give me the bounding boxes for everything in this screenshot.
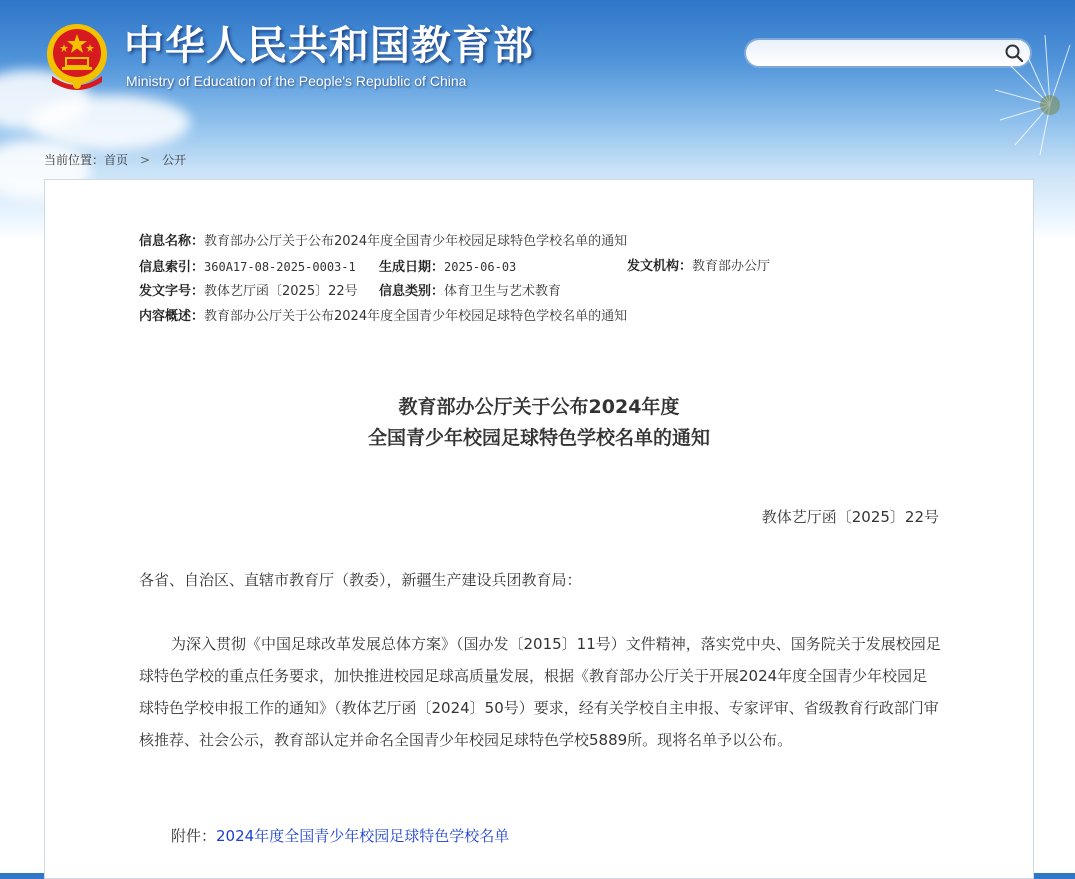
document-paragraph: 为深入贯彻《中国足球改革发展总体方案》（国办发〔2015〕11号）文件精神，落实党中央、国务院关于发展校园足球特色学校的重点任务要求，加快推进校园足球高质量发展，根据《教育部办公厅关于开展2024年度全国青少年校园足球特色学校申报工作的通知》（教体艺厅函〔2024〕50号）要求，经有关学校自主申报、专家评审、省级教育行政部门审核推荐、社会公示，教育部认定并命名全国青少年校园足球特色学校5889所。现将名单予以公布。 <box>139 635 941 749</box>
meta-org-value: 教育部办公厅 <box>692 259 771 274</box>
meta-row-org <box>627 257 770 277</box>
document-title <box>45 392 1033 454</box>
meta-row-docno <box>139 282 358 302</box>
attachment-link[interactable]: 2024年度全国青少年校园足球特色学校名单 <box>216 827 510 845</box>
site-subtitle: Ministry of Education of the People's Republic of China <box>126 73 467 89</box>
meta-index-value: 360A17-08-2025-0003-1 <box>204 260 356 274</box>
meta-org-label: 发文机构： <box>627 259 693 274</box>
meta-row-summary <box>139 307 627 327</box>
meta-index-label: 信息索引： <box>139 260 205 275</box>
meta-date-value: 2025-06-03 <box>444 260 517 274</box>
document-title-line2: 全国青少年校园足球特色学校名单的通知 <box>367 427 710 449</box>
meta-category-label: 信息类别： <box>379 284 445 299</box>
document-salutation: 各省、自治区、直辖市教育厅（教委），新疆生产建设兵团教育局： <box>139 571 582 589</box>
meta-date-label: 生成日期： <box>379 260 445 275</box>
breadcrumb <box>44 151 186 168</box>
meta-category-value: 体育卫生与艺术教育 <box>444 284 562 299</box>
site-header <box>0 0 1075 140</box>
document-number: 教体艺厅函〔2025〕22号 <box>761 508 939 526</box>
dandelion-decoration-icon <box>965 0 1075 160</box>
meta-summary-label: 内容概述： <box>139 309 205 324</box>
document-title-line1: 教育部办公厅关于公布2024年度 <box>398 396 680 418</box>
meta-row-category <box>379 282 561 302</box>
national-emblem-icon[interactable] <box>44 22 110 92</box>
meta-name-value: 教育部办公厅关于公布2024年度全国青少年校园足球特色学校名单的通知 <box>204 234 628 249</box>
breadcrumb-home-link[interactable]: 首页 <box>104 153 129 167</box>
meta-row-index <box>139 257 356 277</box>
meta-row-name <box>139 232 627 252</box>
meta-docno-value: 教体艺厅函〔2025〕22号 <box>204 284 358 299</box>
meta-docno-label: 发文字号： <box>139 284 205 299</box>
breadcrumb-prefix: 当前位置： <box>44 153 105 167</box>
breadcrumb-public-link[interactable]: 公开 <box>162 153 187 167</box>
attachment-label: 附件： <box>171 827 217 845</box>
content-panel <box>44 179 1034 879</box>
meta-summary-value: 教育部办公厅关于公布2024年度全国青少年校园足球特色学校名单的通知 <box>204 309 628 324</box>
document-attachment <box>139 820 941 852</box>
chevron-right-icon: > <box>140 152 151 167</box>
meta-name-label: 信息名称： <box>139 234 205 249</box>
site-title[interactable]: 中华人民共和国教育部 <box>124 23 534 69</box>
meta-row-date <box>379 257 516 277</box>
